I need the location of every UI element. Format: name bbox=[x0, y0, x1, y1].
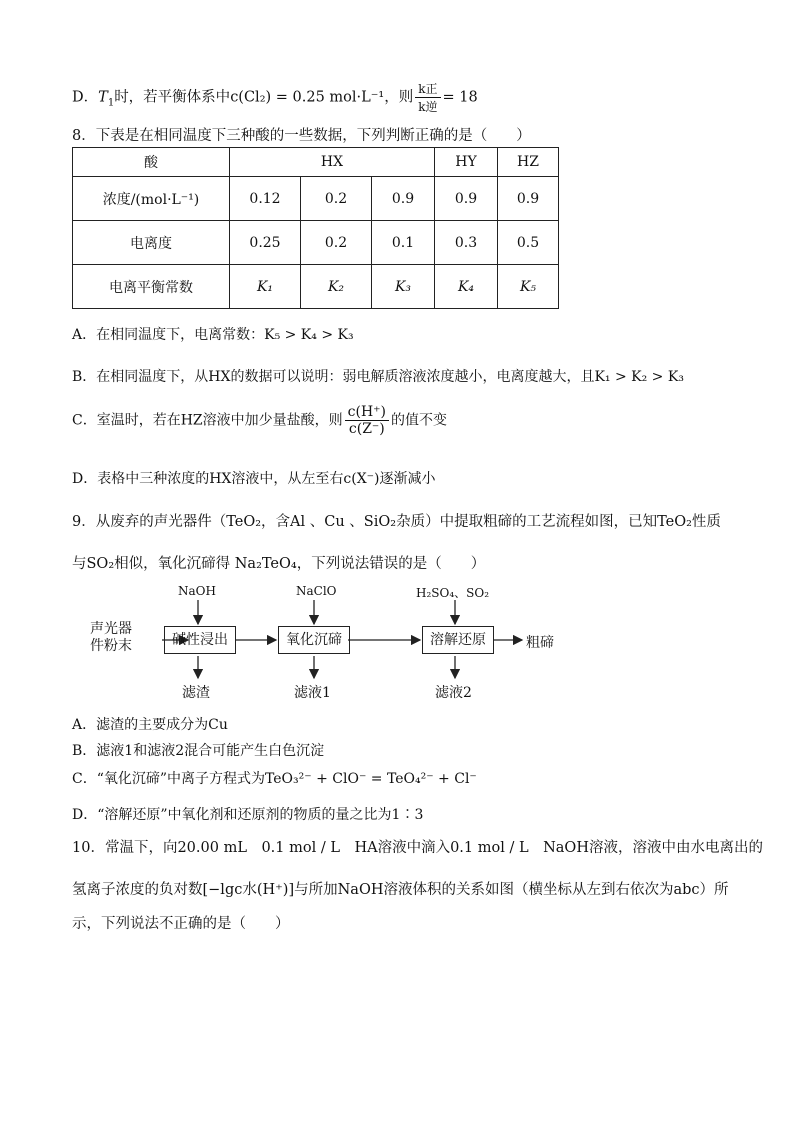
table-row bbox=[73, 265, 559, 309]
row-label: 电离平衡常数 bbox=[73, 265, 230, 309]
start-material bbox=[90, 621, 132, 655]
q10-stem-line2: 氢离子浓度的负对数[−lgc水(H⁺)]与所加NaOH溶液体积的关系如图（横坐标从左到右依次为abc）所 bbox=[72, 882, 729, 898]
q9-option-d: D．“溶解还原”中氧化剂和还原剂的物质的量之比为1∶3 bbox=[72, 807, 424, 823]
temperature-subscript: 1 bbox=[107, 97, 115, 109]
start-material-line2: 件粉末 bbox=[90, 638, 132, 654]
table-cell: 0.25 bbox=[230, 221, 301, 265]
option-text-end: 的值不变 bbox=[391, 412, 448, 429]
equation-result: = 18 bbox=[442, 89, 478, 106]
q8-option-b: B．在相同温度下，从HX的数据可以说明：弱电解质溶液浓度越小，电离度越大，且K₁ > K₂ > K₃ bbox=[72, 369, 684, 385]
table-cell: K₅ bbox=[498, 265, 559, 309]
q9-option-a: A．滤渣的主要成分为Cu bbox=[72, 717, 228, 733]
step-dissolve-reduce: 溶解还原 bbox=[422, 626, 494, 654]
table-header-row bbox=[73, 148, 559, 177]
reagent-acid-so2: H₂SO₄、SO₂ bbox=[416, 586, 490, 600]
row-label: 电离度 bbox=[73, 221, 230, 265]
temperature-symbol: T bbox=[98, 89, 108, 106]
process-flow-diagram bbox=[90, 582, 590, 702]
q9-stem-line2: 与SO₂相似，氧化沉碲得 Na₂TeO₄，下列说法错误的是（ ） bbox=[72, 556, 486, 572]
q9-option-c: C．“氧化沉碲”中离子方程式为TeO₃²⁻ + ClO⁻ = TeO₄²⁻ + Cl⁻ bbox=[72, 771, 477, 787]
table-cell: 0.9 bbox=[498, 177, 559, 221]
q8-option-a: A．在相同温度下，电离常数：K₅ > K₄ > K₃ bbox=[72, 327, 354, 343]
acid-data-table bbox=[72, 147, 559, 309]
option-text: C．室温时，若在HZ溶液中加少量盐酸，则 bbox=[72, 412, 343, 429]
step-oxidation-precipitation: 氧化沉碲 bbox=[278, 626, 350, 654]
table-cell: 0.1 bbox=[372, 221, 435, 265]
fraction-denominator: k逆 bbox=[418, 100, 438, 114]
table-cell: K₂ bbox=[301, 265, 372, 309]
table-cell: 0.9 bbox=[435, 177, 498, 221]
output-filtrate-1: 滤液1 bbox=[294, 685, 331, 701]
fraction-denominator: c(Z⁻) bbox=[348, 421, 385, 437]
table-header-cell: 酸 bbox=[73, 148, 230, 177]
concentration-ratio bbox=[345, 404, 389, 437]
q8-option-c bbox=[72, 404, 447, 437]
option-text: 时，若平衡体系中 bbox=[114, 89, 231, 106]
table-cell: K₄ bbox=[435, 265, 498, 309]
table-cell: 0.9 bbox=[372, 177, 435, 221]
option-text-then: ，则 bbox=[384, 89, 414, 106]
table-header-cell: HY bbox=[435, 148, 498, 177]
option-label: D． bbox=[72, 89, 99, 106]
table-cell: 0.12 bbox=[230, 177, 301, 221]
q9-stem-line1: 9．从废弃的声光器件（TeO₂，含Al 、Cu 、SiO₂杂质）中提取粗碲的工艺流程如图，已知TeO₂性质 bbox=[72, 514, 721, 530]
concentration-expression: c(Cl₂) = 0.25 mol·L⁻¹ bbox=[230, 89, 385, 106]
row-label: 浓度/(mol·L⁻¹) bbox=[73, 177, 230, 221]
table-cell: K₃ bbox=[372, 265, 435, 309]
table-cell: 0.2 bbox=[301, 221, 372, 265]
end-product: 粗碲 bbox=[526, 635, 554, 651]
q8-option-d: D．表格中三种浓度的HX溶液中，从左至右c(X⁻)逐渐减小 bbox=[72, 471, 436, 487]
q10-stem-line3: 示，下列说法不正确的是（ ） bbox=[72, 916, 290, 932]
rate-constant-fraction bbox=[415, 80, 440, 115]
table-cell: 0.2 bbox=[301, 177, 372, 221]
table-header-cell: HZ bbox=[498, 148, 559, 177]
table-cell: 0.3 bbox=[435, 221, 498, 265]
step-alkaline-leach: 碱性浸出 bbox=[164, 626, 236, 654]
q7-option-d bbox=[72, 80, 478, 115]
table-cell: 0.5 bbox=[498, 221, 559, 265]
reagent-naclo: NaClO bbox=[296, 584, 337, 598]
q10-stem-line1: 10．常温下，向20.00 mL 0.1 mol / L HA溶液中滴入0.1 mol / L NaOH溶液，溶液中由水电离出的 bbox=[72, 840, 763, 856]
table-cell: K₁ bbox=[230, 265, 301, 309]
output-residue: 滤渣 bbox=[182, 685, 210, 701]
table-row bbox=[73, 177, 559, 221]
output-filtrate-2: 滤液2 bbox=[435, 685, 472, 701]
q8-stem: 8．下表是在相同温度下三种酸的一些数据，下列判断正确的是（ ） bbox=[72, 128, 531, 144]
start-material-line1: 声光器 bbox=[90, 621, 132, 637]
table-row bbox=[73, 221, 559, 265]
table-header-cell: HX bbox=[230, 148, 435, 177]
fraction-numerator: k正 bbox=[415, 80, 440, 98]
q9-option-b: B．滤液1和滤液2混合可能产生白色沉淀 bbox=[72, 743, 325, 759]
fraction-numerator: c(H⁺) bbox=[345, 404, 389, 421]
reagent-naoh: NaOH bbox=[178, 584, 216, 598]
